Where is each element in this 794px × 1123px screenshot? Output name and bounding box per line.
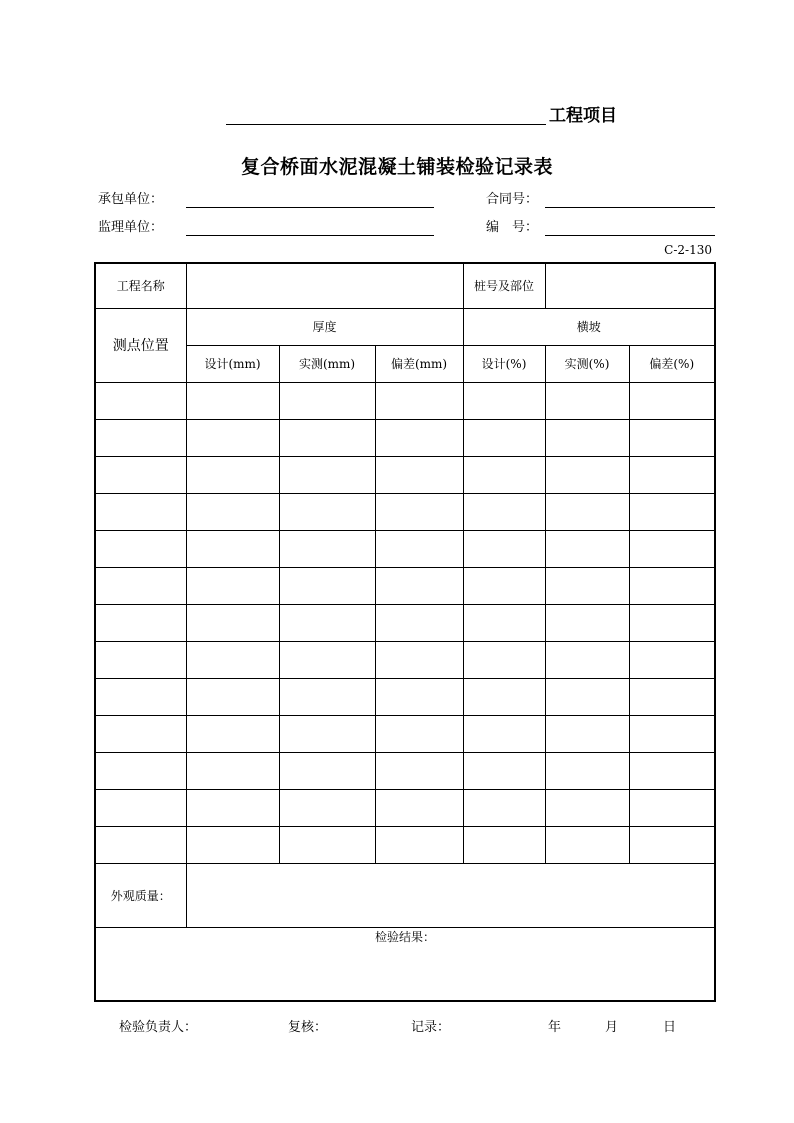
data-cell[interactable] (545, 789, 629, 826)
data-cell[interactable] (95, 715, 186, 752)
data-cell[interactable] (463, 752, 545, 789)
appearance-label: 外观质量： (95, 863, 186, 927)
table-row (95, 641, 715, 678)
data-cell[interactable] (186, 826, 279, 863)
data-cell[interactable] (629, 530, 715, 567)
form-title: 复合桥面水泥混凝土铺装检验记录表 (240, 156, 553, 178)
data-cell[interactable] (375, 789, 463, 826)
data-cell[interactable] (375, 641, 463, 678)
data-cell[interactable] (545, 641, 629, 678)
data-cell[interactable] (545, 826, 629, 863)
data-cell[interactable] (186, 456, 279, 493)
table-row (95, 789, 715, 826)
supervisor-field[interactable] (186, 235, 434, 236)
data-cell[interactable] (375, 826, 463, 863)
data-cell[interactable] (463, 493, 545, 530)
data-cell[interactable] (279, 567, 375, 604)
inspection-table (94, 262, 716, 1002)
data-cell[interactable] (375, 604, 463, 641)
table-row (95, 456, 715, 493)
data-cell[interactable] (629, 789, 715, 826)
data-cell[interactable] (629, 493, 715, 530)
data-cell[interactable] (95, 567, 186, 604)
data-cell[interactable] (463, 456, 545, 493)
project-name-label: 工程名称 (95, 263, 186, 308)
data-cell[interactable] (545, 678, 629, 715)
data-cell[interactable] (463, 641, 545, 678)
form-code: C-2-130 (664, 243, 712, 257)
data-cell[interactable] (463, 826, 545, 863)
data-cell[interactable] (279, 641, 375, 678)
data-cell[interactable] (186, 789, 279, 826)
data-cell[interactable] (279, 530, 375, 567)
supervisor-label: 监理单位： (98, 220, 164, 235)
data-cell[interactable] (95, 678, 186, 715)
data-cell[interactable] (95, 493, 186, 530)
contract-no-field[interactable] (545, 207, 715, 208)
table-row (95, 419, 715, 456)
data-cell[interactable] (186, 382, 279, 419)
data-cell[interactable] (375, 419, 463, 456)
data-cell[interactable] (463, 715, 545, 752)
data-cell[interactable] (375, 382, 463, 419)
data-cell[interactable] (186, 493, 279, 530)
number-field[interactable] (545, 235, 715, 236)
appearance-input[interactable] (186, 863, 715, 927)
col-slope-deviation: 偏差(%) (629, 345, 715, 382)
table-row (95, 530, 715, 567)
data-cell[interactable] (463, 678, 545, 715)
contract-no-label: 合同号： (486, 192, 539, 207)
data-cell[interactable] (279, 604, 375, 641)
table-row (95, 715, 715, 752)
inspector-label: 检验负责人： (119, 1020, 198, 1035)
data-cell[interactable] (279, 456, 375, 493)
data-cell[interactable] (463, 419, 545, 456)
number-label: 编 号： (486, 220, 539, 235)
data-cell[interactable] (545, 456, 629, 493)
data-cell[interactable] (545, 715, 629, 752)
data-cell[interactable] (279, 752, 375, 789)
data-cell[interactable] (279, 678, 375, 715)
data-cell[interactable] (545, 604, 629, 641)
data-cell[interactable] (463, 789, 545, 826)
data-cell[interactable] (375, 715, 463, 752)
contractor-label: 承包单位： (98, 192, 164, 207)
data-cell[interactable] (186, 678, 279, 715)
result-label: 检验结果： (375, 929, 436, 944)
data-cell[interactable] (375, 752, 463, 789)
data-cell[interactable] (95, 382, 186, 419)
col-thickness-deviation: 偏差(mm) (375, 345, 463, 382)
data-cell[interactable] (629, 641, 715, 678)
data-rows (95, 382, 715, 863)
station-label: 桩号及部位 (463, 263, 545, 308)
table-row (95, 567, 715, 604)
data-cell[interactable] (629, 567, 715, 604)
thickness-header: 厚度 (186, 308, 463, 345)
col-thickness-measured: 实测(mm) (279, 345, 375, 382)
data-cell[interactable] (629, 826, 715, 863)
data-cell[interactable] (545, 530, 629, 567)
table-row (95, 493, 715, 530)
table-row (95, 604, 715, 641)
data-cell[interactable] (375, 530, 463, 567)
recorder-label: 记录： (411, 1020, 451, 1035)
table-row (95, 678, 715, 715)
data-cell[interactable] (629, 456, 715, 493)
table-row (95, 382, 715, 419)
data-cell[interactable] (186, 530, 279, 567)
data-cell[interactable] (463, 530, 545, 567)
data-cell[interactable] (279, 826, 375, 863)
data-cell[interactable] (545, 752, 629, 789)
data-cell[interactable] (629, 715, 715, 752)
data-cell[interactable] (463, 382, 545, 419)
data-cell[interactable] (279, 382, 375, 419)
contractor-field[interactable] (186, 207, 434, 208)
data-cell[interactable] (545, 419, 629, 456)
data-cell[interactable] (629, 604, 715, 641)
data-cell[interactable] (95, 789, 186, 826)
data-cell[interactable] (95, 456, 186, 493)
data-cell[interactable] (629, 752, 715, 789)
data-cell[interactable] (186, 604, 279, 641)
data-cell[interactable] (279, 493, 375, 530)
table-row (95, 752, 715, 789)
data-cell[interactable] (186, 752, 279, 789)
data-cell[interactable] (95, 641, 186, 678)
data-cell[interactable] (95, 530, 186, 567)
data-cell[interactable] (186, 715, 279, 752)
data-cell[interactable] (545, 493, 629, 530)
data-cell[interactable] (375, 678, 463, 715)
col-slope-measured: 实测(%) (545, 345, 629, 382)
station-input[interactable] (545, 263, 715, 308)
data-cell[interactable] (629, 382, 715, 419)
data-cell[interactable] (279, 715, 375, 752)
project-suffix-label: 工程项目 (549, 106, 617, 126)
data-cell[interactable] (279, 789, 375, 826)
data-cell[interactable] (279, 419, 375, 456)
data-cell[interactable] (375, 456, 463, 493)
project-name-input[interactable] (186, 263, 463, 308)
day-label: 日 (663, 1020, 677, 1035)
reviewer-label: 复核： (288, 1020, 328, 1035)
data-cell[interactable] (375, 567, 463, 604)
data-cell[interactable] (375, 493, 463, 530)
data-cell[interactable] (95, 419, 186, 456)
data-cell[interactable] (545, 567, 629, 604)
year-label: 年 (548, 1020, 562, 1035)
table-row (95, 826, 715, 863)
slope-header: 横坡 (463, 308, 715, 345)
data-cell[interactable] (545, 382, 629, 419)
month-label: 月 (605, 1020, 619, 1035)
data-cell[interactable] (186, 419, 279, 456)
point-position-label: 测点位置 (95, 308, 186, 382)
data-cell[interactable] (95, 604, 186, 641)
col-slope-design: 设计(%) (463, 345, 545, 382)
data-cell[interactable] (95, 826, 186, 863)
data-cell[interactable] (629, 678, 715, 715)
result-cell[interactable] (95, 927, 715, 1001)
data-cell[interactable] (463, 567, 545, 604)
data-cell[interactable] (186, 641, 279, 678)
col-thickness-design: 设计(mm) (186, 345, 279, 382)
data-cell[interactable] (95, 752, 186, 789)
project-name-underline[interactable] (226, 124, 546, 125)
data-cell[interactable] (629, 419, 715, 456)
data-cell[interactable] (463, 604, 545, 641)
data-cell[interactable] (186, 567, 279, 604)
